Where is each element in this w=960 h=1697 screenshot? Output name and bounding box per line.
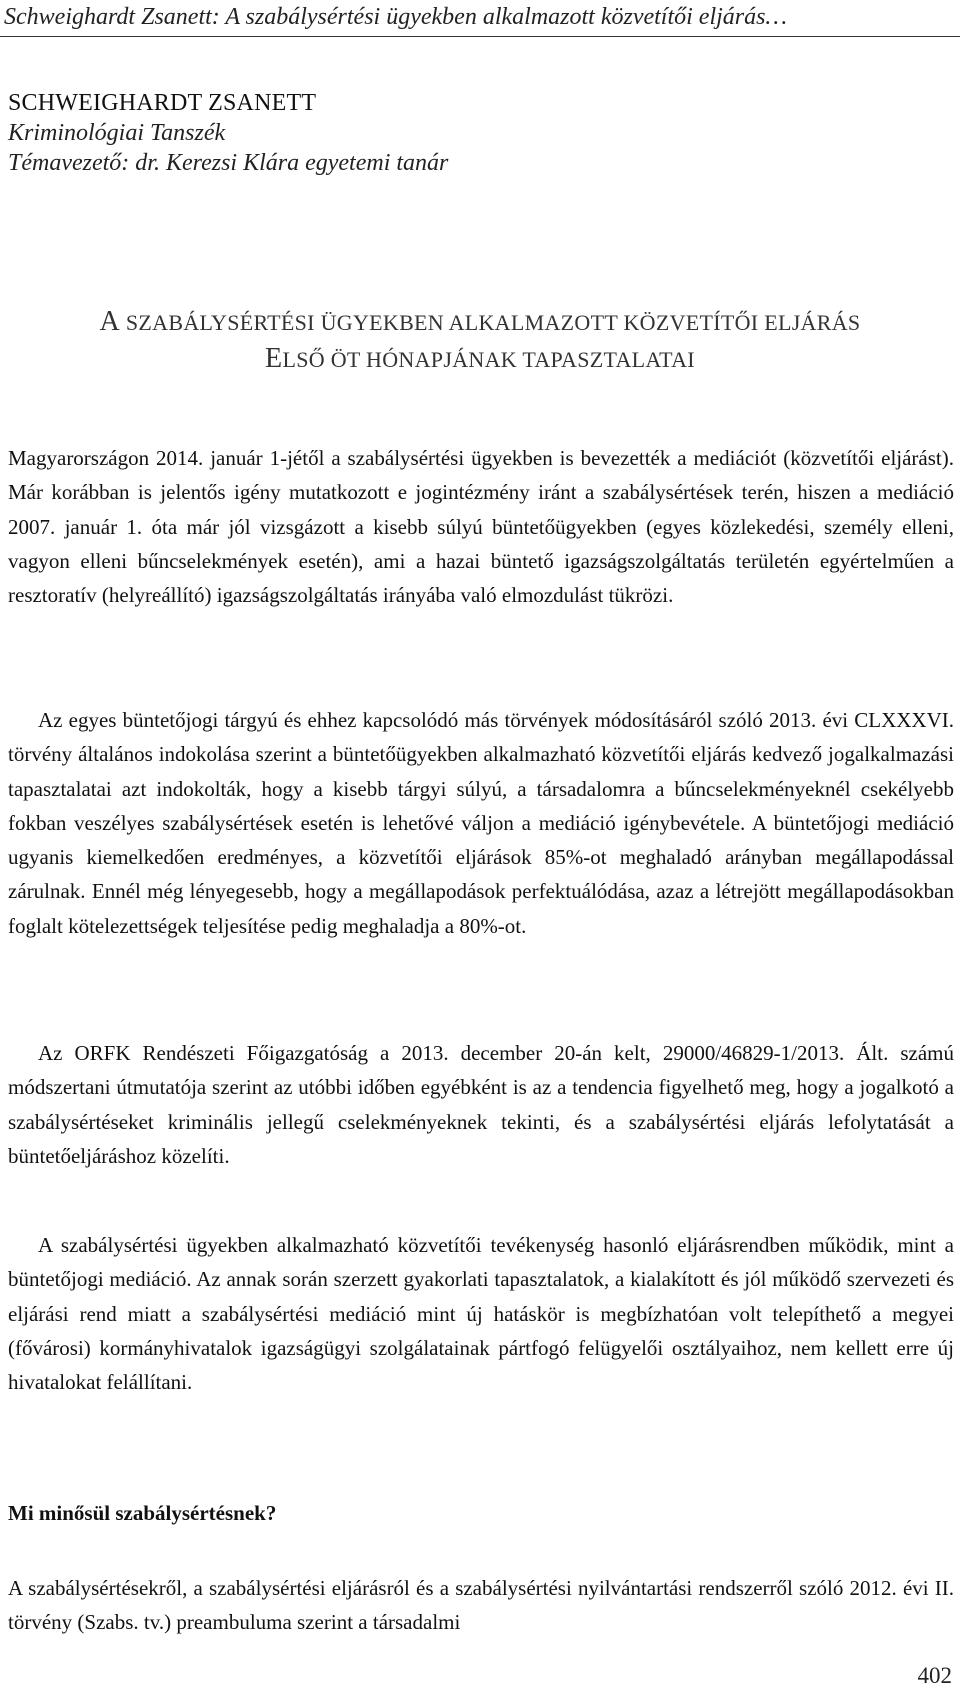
section-heading: Mi minősül szabálysértésnek?: [8, 1501, 277, 1525]
author-supervisor: Témavezető: dr. Kerezsi Klára egyetemi tanár: [8, 150, 449, 176]
paragraph-text: A szabálysértésekről, a szabálysértési eljárásról és a szabálysértési nyilvántartási rendszerről szóló 2012. évi II. törvény (Szabs. tv.) preambuluma szerint a társadalmi: [8, 1576, 954, 1635]
paragraph-text: Magyarországon 2014. január 1-jétől a szabálysértési ügyekben is bevezették a mediációt (közvetítői eljárást). Már korábban is jelentős igény mutatkozott e jogintézmény iránt a szabálysértések terén, hiszen a mediáció 2007. január 1. óta már jól vizsgázott a kisebb súlyú büntetőügyekben (egyes közlekedési, személy elleni, vagyon elleni bűncselekmények esetén), ami a hazai büntető igazságszolgáltatás területén egyértelműen a resztoratív (helyreállító) igazságszolgáltatás irányába való elmozdulást tükrözi.: [8, 446, 954, 608]
running-header: Schweighardt Zsanett: A szabálysértési ügyekben alkalmazott közvetítői eljárás…: [4, 4, 787, 30]
title-line-2: [0, 341, 960, 378]
paragraph-text: Az egyes büntetőjogi tárgyú és ehhez kapcsolódó más törvények módosításáról szóló 2013. évi CLXXXVI. törvény általános indokolása szerint a büntetőügyekben alkalmazható közvetítői eljárás kedvező jogalkalmazási tapasztalatai azt indokolták, hogy a kisebb tárgyi súlyú, a társadalomra a bűncselekményeknél csekélyebb fokban veszélyes szabálysértések esetén is lehetővé váljon a mediáció igénybevétele. A büntetőjogi mediáció ugyanis kiemelkedően eredményes, a közvetítői eljárások 85%-ot meghaladó arányban megállapodással zárulnak. Ennél még lényegesebb, hogy a megállapodások perfektuálódása, azaz a létrejött megállapodásokban foglalt kötelezettségek teljesítése pedig meghaladja a 80%-ot.: [8, 708, 954, 938]
body-paragraph-1: [8, 441, 954, 612]
title-line-1-initial: A: [99, 306, 121, 337]
body-paragraph-4: [8, 1228, 954, 1399]
page-number: 402: [917, 1663, 952, 1688]
author-department: Kriminológiai Tanszék: [8, 120, 226, 146]
header-divider: [0, 36, 960, 37]
title-line-2-initial: E: [265, 343, 283, 374]
body-paragraph-3: [8, 1036, 954, 1173]
title-line-1: [0, 304, 960, 341]
body-paragraph-2: [8, 703, 954, 943]
article-title: [0, 304, 960, 378]
author-block: [8, 88, 448, 178]
title-line-2-rest: LSŐ ÖT HÓNAPJÁNAK TAPASZTALATAI: [282, 347, 695, 372]
paragraph-text: A szabálysértési ügyekben alkalmazható közvetítői tevékenység hasonló eljárásrendben működik, mint a büntetőjogi mediáció. Az annak során szerzett gyakorlati tapasztalatok, a kialakított és jól működő szervezeti és eljárási rend miatt a szabálysértési mediáció mint új hatáskör is megbízhatóan volt telepíthető a megyei (fővárosi) kormányhivatalok igazságügyi szolgálatainak pártfogó felügyelői osztályaihoz, nem kellett erre új hivatalokat felállítani.: [8, 1233, 954, 1395]
body-paragraph-5: [8, 1571, 954, 1640]
paragraph-text: Az ORFK Rendészeti Főigazgatóság a 2013. december 20-án kelt, 29000/46829-1/2013. Ált. számú módszertani útmutatója szerint az utóbbi időben egyébként is az a tendencia figyelhető meg, hogy a jogalkotó a szabálysértéseket kriminális jellegű cselekményeknek tekinti, és a szabálysértési eljárás lefolytatását a büntetőeljáráshoz közelíti.: [8, 1041, 954, 1168]
author-name: SCHWEIGHARDT ZSANETT: [8, 90, 317, 116]
title-line-1-rest: SZABÁLYSÉRTÉSI ÜGYEKBEN ALKALMAZOTT KÖZVETÍTŐI ELJÁRÁS: [120, 310, 861, 335]
